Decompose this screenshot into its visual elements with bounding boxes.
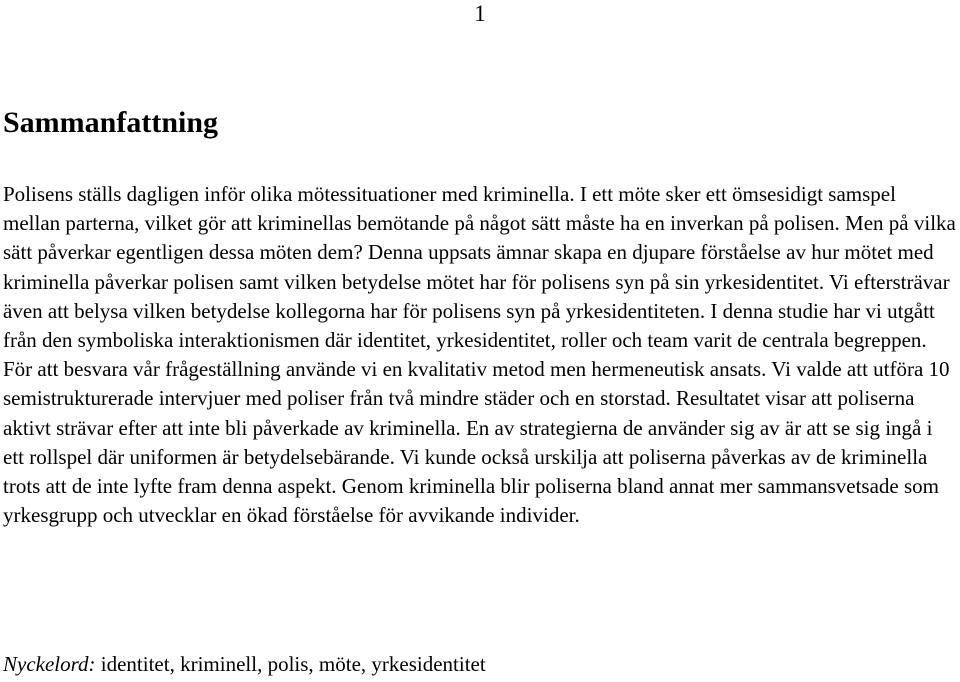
section-heading: Sammanfattning [3, 106, 219, 139]
abstract-paragraph: Polisens ställs dagligen inför olika mötessituationer med kriminella. I ett möte sker ett ömsesidigt samspel mellan parterna, vilket gör att kriminellas bemötande på något sätt måste ha en inverkan på polisen. Men på vilka sätt påverkar egentligen dessa möten dem? Denna uppsats ämnar skapa en djupare förståelse av hur mötet med kriminella påverkar polisen samt vilken betydelse mötet har för polisens syn på sin yrkesidentitet. Vi eftersträvar även att belysa vilken betydelse kollegorna har för polisens syn på yrkesidentiteten. I denna studie har vi utgått från den symboliska interaktionismen där identitet, yrkesidentitet, roller och team varit de centrala begreppen. För att besvara vår frågeställning använde vi en kvalitativ metod men hermeneutisk ansats. Vi valde att utföra 10 semistrukturerade intervjuer med poliser från två mindre städer och en storstad. Resultatet visar att poliserna aktivt strävar efter att inte bli påverkade av kriminella. En av strategierna de använder sig av är att se sig ingå i ett rollspel där uniformen är betydelsebärande. Vi kunde också urskilja att poliserna påverkas av de kriminella trots att de inte lyfte fram denna aspekt. Genom kriminella blir poliserna bland annat mer sammansvetsade som yrkesgrupp och utvecklar en ökad förståelse för avvikande individer. [3, 182, 956, 528]
page-number: 1 [474, 1, 486, 26]
keywords-values: identitet, kriminell, polis, möte, yrkesidentitet [95, 652, 486, 676]
keywords-label: Nyckelord: [3, 652, 96, 676]
keywords-line [3, 650, 486, 679]
